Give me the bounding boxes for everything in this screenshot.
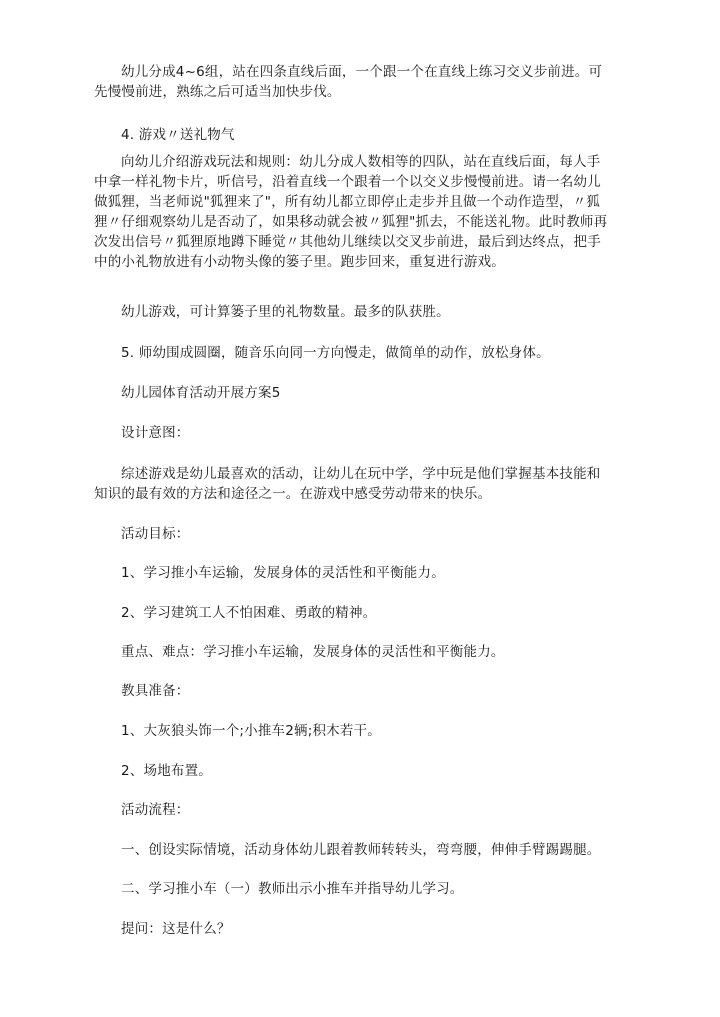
plan-title: 幼儿园体育活动开展方案5 (121, 385, 281, 401)
paragraph-cooldown: 5. 师幼围成圆圈，随音乐向同一方向慢走，做简单的动作，放松身体。 (121, 345, 550, 361)
process-step-1: 一、创设实际情境，活动身体幼儿跟着教师转转头，弯弯腰，伸伸手臂踢踢腿。 (121, 842, 601, 858)
process-heading: 活动流程： (121, 802, 190, 818)
material-2: 2、场地布置。 (121, 763, 212, 779)
material-1: 1、大灰狼头饰一个;小推车2辆;积木若干。 (121, 723, 381, 739)
design-intent-heading: 设计意图： (121, 425, 190, 441)
process-step-2: 二、学习推小车（一）教师出示小推车并指导幼儿学习。 (121, 881, 464, 897)
paragraph-grouping: 幼儿分成4~6组，站在四条直线后面，一个跟一个在直线上练习交义步前进。可先慢慢前进，熟练之后可适当加快步伐。 (94, 64, 603, 100)
section-heading-game: 4. 游戏〃送礼物气 (121, 127, 235, 143)
objective-1: 1、学习推小车运输，发展身体的灵活性和平衡能力。 (121, 565, 445, 581)
key-points: 重点、难点：学习推小车运输，发展身体的灵活性和平衡能力。 (121, 644, 505, 660)
question: 提问：这是什么？ (121, 921, 231, 937)
paragraph-game-scoring: 幼儿游戏，可计算篓子里的礼物数量。最多的队获胜。 (121, 304, 450, 320)
materials-heading: 教具准备： (121, 683, 190, 699)
paragraph-game-rules: 向幼儿介绍游戏玩法和规则：幼儿分成人数相等的四队，站在直线后面，每人手中拿一样礼物卡片，听信号，沿着直线一个跟着一个以交义步慢慢前进。请一名幼儿做狐狸，当老师说"狐狸来了"，所有幼儿都立即停止走步并且做一个动作造型，〃狐狸〃仔细观察幼儿是否动了，如果移动就会被〃狐狸"抓去，不能送礼物。此时教师再次发出信号〃狐狸原地蹲下睡觉〃其他幼儿继续以交叉步前进，最后到达终点，把手中的小礼物放进有小动物头像的篓子里。跑步回来，重复进行游戏。 (94, 154, 608, 270)
paragraph-design-intent: 综述游戏是幼儿最喜欢的活动，让幼儿在玩中学，学中玩是他们掌握基本技能和知识的最有效的方法和途径之一。在游戏中感受劳动带来的快乐。 (94, 466, 601, 502)
objective-2: 2、学习建筑工人不怕困难、勇敢的精神。 (121, 605, 377, 621)
objectives-heading: 活动目标： (121, 526, 190, 542)
